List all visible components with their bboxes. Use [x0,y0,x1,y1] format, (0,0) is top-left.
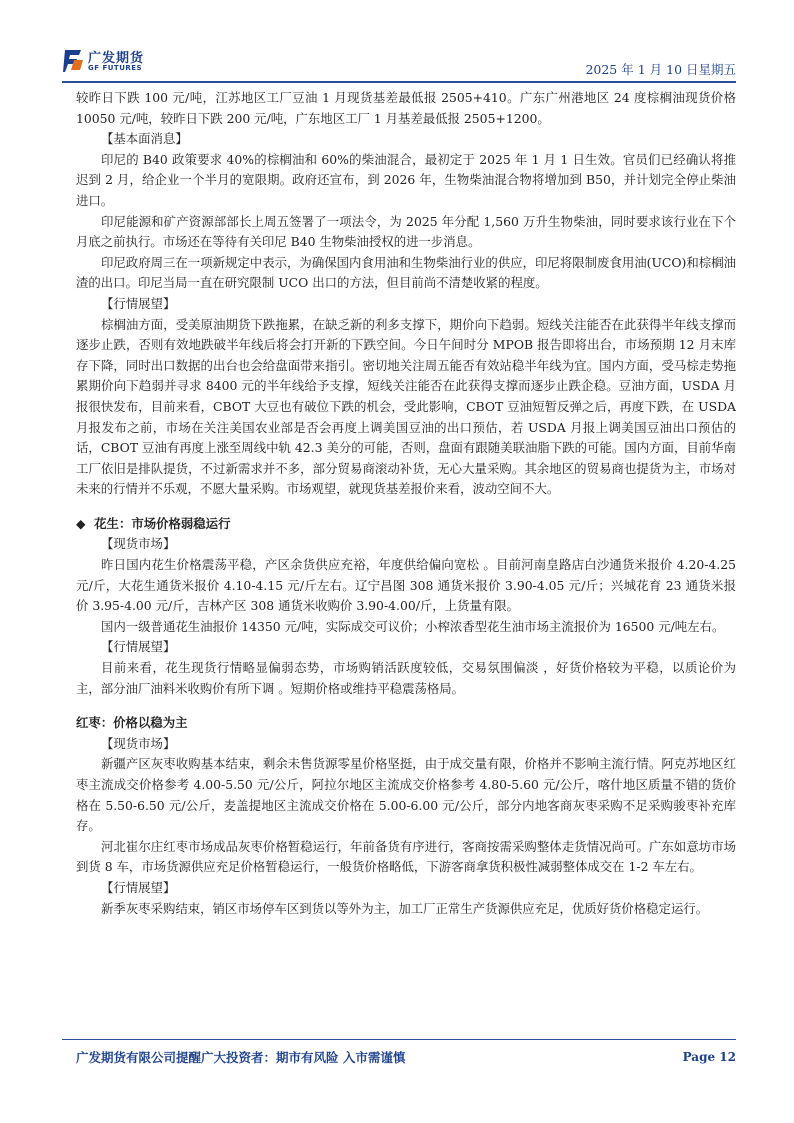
paragraph: 较昨日下跌 100 元/吨，江苏地区工厂豆油 1 月现货基差最低报 2505+410。广东广州港地区 24 度棕榈油现货价格 10050 元/吨，较昨日下跌 200 元/吨，广东地区工厂 1 月基差最低报 2505+1200。 [76,90,736,126]
footer-divider [62,1039,736,1040]
company-logo [62,44,172,80]
paragraph: 棕榈油方面，受美原油期货下跌拖累，在缺乏新的利多支撑下，期价向下趋弱。短线关注能否在此获得半年线支撑而逐步止跌，否则有效地跌破半年线后将会打开新的下跌空间。今日午间时分 MPOB 报告即将出台，市场预期 12 月末库存下降，同时出口数据的出台也会给盘面带来指引。密切地关注周五能否有效站稳半年线为宜。国内方面，受马棕走势拖累期价向下趋弱并寻求 8400 元的半年线给予支撑，短线关注能否在此获得支撑而逐步止跌企稳。豆油方面，USDA 月报很快发布，目前来看，CBOT 大豆也有破位下跌的机会，受此影响，CBOT 豆油短暂反弹之后，再度下跌，在 USDA 月报发布之前，市场在关注美国农业部是否会再度上调美国豆油的出口预估，若 USDA 月报上调美国豆油出口预估的话，CBOT 豆油有再度上涨至周线中轨 42.3 美分的可能，否则，盘面有跟随美联油脂下跌的可能。国内方面，目前华南工厂依旧是排队提货，不过新需求并不多，部分贸易商滚动补货，无心大量采购。其余地区的贸易商也提货为主，市场对未来的行情并不乐观，不愿大量采购。市场观望，就现货基差报价来看，波动空间不大。 [76,316,736,497]
section-label-spot-market: 【现货市场】 [101,536,176,552]
page-header [62,44,736,80]
section-label-market-outlook: 【行情展望】 [101,879,176,895]
paragraph: 新疆产区灰枣收购基本结束，剩余未售货源零星价格坚挺，由于成交量有限，价格并不影响主流行情。阿克苏地区红枣主流成交价格参考 4.00-5.50 元/公斤，阿拉尔地区主流成交价格参考 4.80-5.60 元/公斤，喀什地区质量不错的货价格在 5.50-6.50 元/公斤，麦盖提地区主流成交价格在 5.00-6.00 元/公斤，部分内地客商灰枣采购不足采购骏枣补充库存。 [76,756,736,834]
paragraph: 印尼政府周三在一项新规定中表示，为确保国内食用油和生物柴油行业的供应，印尼将限制废食用油(UCO)和棕榈油渣的出口。印尼当局一直在研究限制 UCO 出口的方法，但目前尚不清楚收紧的程度。 [76,254,736,291]
section-heading-red-dates: 红枣：价格以稳为主 [76,715,188,731]
paragraph: 新季灰枣采购结束，销区市场停车区到货以等外为主，加工厂正常生产货源供应充足，优质好货价格稳定运行。 [101,900,709,916]
section-label-market-outlook: 【行情展望】 [101,295,176,311]
section-label-fundamental-news: 【基本面消息】 [101,131,188,147]
diamond-bullet-icon: ◆ [76,515,86,531]
paragraph: 昨日国内花生价格震荡平稳，产区余货供应充裕，年度供给偏向宽松 。目前河南皇路店白沙通货米报价 4.20-4.25 元/斤，大花生通货米报价 4.10-4.15 元/斤左右。辽宁昌图 308 通货米报价 3.90-4.05 元/斤；兴城花育 23 通货米报价 3.95-4.00 元/斤，吉林产区 308 通货米收购价 3.90-4.00/斤，上货量有限。 [76,557,736,614]
header-divider [62,81,736,83]
section-heading-peanut [61,514,736,535]
paragraph: 印尼能源和矿产资源部部长上周五签署了一项法令，为 2025 年分配 1,560 万升生物柴油，同时要求该行业在下个月底之前执行。市场还在等待有关印尼 B40 生物柴油授权的进一步消息。 [76,213,736,250]
page-number: Page 12 [682,1050,736,1064]
logo-chinese-text: 广发期货 [88,51,145,66]
report-body [76,88,736,919]
paragraph: 河北崔尔庄红枣市场成品灰枣价格暂稳运行，年前备货有序进行，客商按需采购整体走货情况尚可。广东如意坊市场到货 8 车，市场货源供应充足价格暂稳运行，一般货价格略低，下游客商拿货积极性减弱整体成交在 1-2 车左右。 [76,838,736,875]
paragraph: 目前来看，花生现货行情略显偏弱态势，市场购销活跃度较低，交易氛围偏淡 ，好货价格较为平稳，以质论价为主，部分油厂油料米收购价有所下调 。短期价格或维持平稳震荡格局。 [76,660,736,696]
gf-logo-icon [62,46,84,74]
report-date: 2025 年 1 月 10 日星期五 [585,62,736,77]
paragraph: 印尼的 B40 政策要求 40%的棕榈油和 60%的柴油混合，最初定于 2025 年 1 月 1 日生效。官员们已经确认将推迟到 2 月，给企业一个半月的宽限期。政府还宣布，到 2026 年，生物柴油混合物将增加到 B50，并计划完全停止柴油进口。 [76,151,736,208]
section-label-market-outlook: 【行情展望】 [101,639,176,655]
paragraph: 国内一级普通花生油报价 14350 元/吨，实际成交可议价；小榨浓香型花生油市场主流报价为 16500 元/吨左右。 [101,618,725,634]
section-label-spot-market: 【现货市场】 [101,735,176,751]
risk-disclaimer: 广发期货有限公司提醒广大投资者：期市有风险 入市需谨慎 [76,1050,406,1065]
section-heading-text: 花生：市场价格弱稳运行 [94,515,231,531]
logo-english-text: GF FUTURES [88,64,143,72]
